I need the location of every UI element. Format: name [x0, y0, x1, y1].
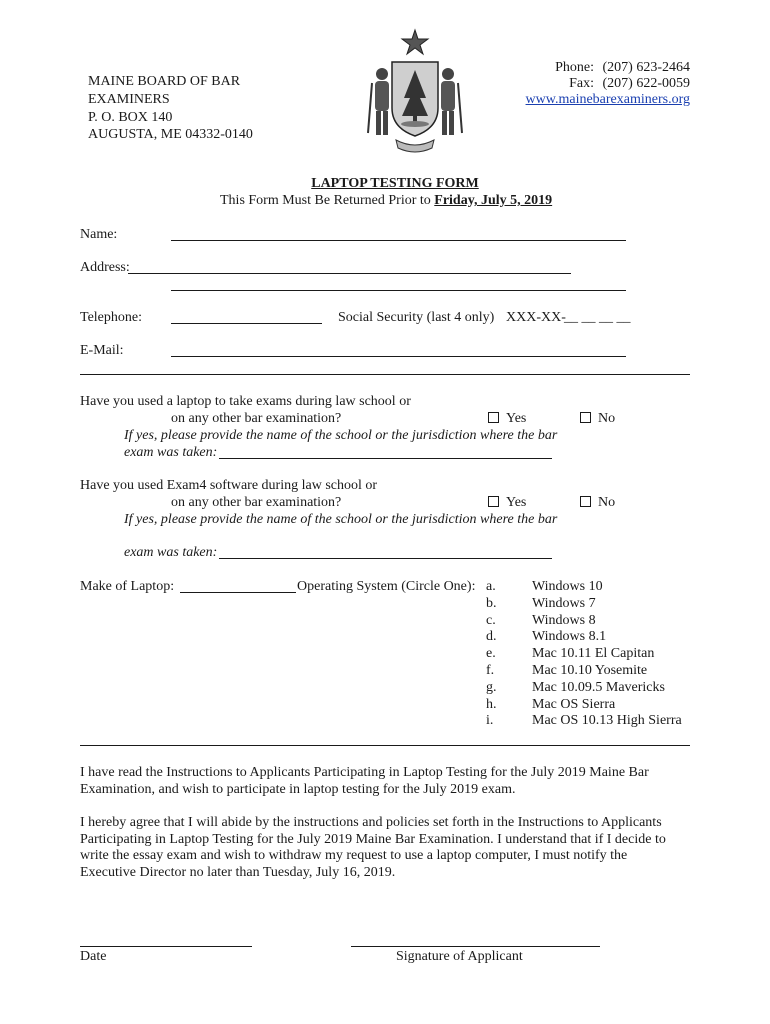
os-option-name[interactable]: Windows 8.1 — [532, 629, 607, 645]
os-option-letter[interactable]: a. — [486, 579, 496, 594]
section-divider-2 — [80, 745, 690, 746]
q1-yes-label: Yes — [506, 411, 527, 426]
os-option-letter[interactable]: f. — [486, 663, 495, 678]
ssn-last4-field[interactable]: __ __ __ __ — [564, 310, 631, 325]
q1-text-line-2: on any other bar examination? — [171, 411, 342, 426]
q2-no-option[interactable] — [580, 495, 615, 511]
statement-agreement: I hereby agree that I will abide by the instructions and policies set forth in the Instructions to Applicants Participating in Laptop Testing for the July 2019 Maine Bar Examination. I understand that if I decide to write the essay exam and wish to withdraw my request to use a laptop computer, I must notify the Executive Director no later than Tuesday, July 16, 2019. — [80, 815, 666, 880]
q1-text-line-1: Have you used a laptop to take exams during law school or — [80, 394, 411, 409]
os-option-letter[interactable]: c. — [486, 612, 496, 628]
website-link[interactable]: www.mainebarexaminers.org — [525, 92, 690, 107]
email-label: E-Mail: — [80, 343, 124, 358]
address-field-line-2[interactable] — [171, 290, 626, 291]
name-label: Name: — [80, 227, 118, 242]
telephone-field[interactable] — [171, 323, 322, 324]
q2-no-checkbox[interactable] — [580, 496, 591, 507]
section-divider-1 — [80, 374, 690, 375]
os-option-letter[interactable]: i. — [486, 713, 494, 729]
os-option-name[interactable]: Mac OS Sierra — [532, 696, 616, 712]
laptop-make-field[interactable] — [180, 592, 296, 593]
date-field[interactable] — [80, 946, 252, 947]
q1-no-checkbox[interactable] — [580, 412, 591, 423]
os-option-name[interactable]: Mac 10.10 Yosemite — [532, 663, 648, 678]
os-option-name[interactable]: Mac 10.11 El Capitan — [532, 646, 655, 662]
fax-number: (207) 622-0059 — [602, 76, 690, 91]
phone-number: (207) 623-2464 — [602, 60, 690, 75]
q1-followup-line-2: exam was taken: — [124, 445, 218, 460]
date-label: Date — [80, 949, 107, 964]
q1-no-label: No — [598, 411, 616, 426]
email-field[interactable] — [171, 356, 626, 357]
os-option-letter[interactable]: b. — [486, 595, 497, 611]
q2-followup-line-1: If yes, please provide the name of the school or the jurisdiction where the bar — [124, 512, 558, 527]
phone-label: Phone: — [555, 60, 594, 75]
q2-followup-line-2: exam was taken: — [124, 545, 218, 560]
signature-label: Signature of Applicant — [396, 949, 523, 964]
q1-yes-option[interactable] — [488, 411, 526, 427]
q2-text-line-2: on any other bar examination? — [171, 495, 342, 510]
name-field[interactable] — [171, 240, 626, 241]
os-option-letter[interactable]: g. — [486, 679, 497, 695]
q2-text-line-1: Have you used Exam4 software during law school or — [80, 478, 378, 493]
q1-no-option[interactable] — [580, 411, 615, 427]
form-subtitle — [220, 193, 552, 209]
statement-participation: I have read the Instructions to Applicants Participating in Laptop Testing for the July 2019 Maine Bar Examination, and wish to participate in laptop testing for the July 2019 exam. — [80, 765, 649, 797]
address-label: Address: — [80, 260, 130, 275]
org-name-line-2: EXAMINERS — [88, 92, 170, 107]
fax-label: Fax: — [569, 76, 594, 91]
org-city: AUGUSTA, ME 04332-0140 — [88, 127, 253, 142]
address-field-line-1[interactable] — [128, 273, 571, 274]
ssn-prefix: XXX-XX- — [506, 310, 566, 325]
q2-no-label: No — [598, 495, 616, 510]
os-option-letter[interactable]: e. — [486, 646, 496, 662]
os-option-name[interactable]: Windows 7 — [532, 595, 596, 611]
q2-yes-label: Yes — [506, 495, 527, 510]
subtitle-text: This Form Must Be Returned Prior to — [220, 193, 435, 208]
org-po-box: P. O. BOX 140 — [88, 110, 173, 125]
laptop-make-label: Make of Laptop: — [80, 579, 175, 594]
os-option-name[interactable]: Mac OS 10.13 High Sierra — [532, 713, 682, 729]
q1-followup-line-1: If yes, please provide the name of the school or the jurisdiction where the bar — [124, 428, 558, 443]
os-option-name[interactable]: Windows 8 — [532, 612, 596, 628]
deadline-date: Friday, July 5, 2019 — [434, 193, 553, 208]
form-title: LAPTOP TESTING FORM — [311, 176, 479, 191]
os-option-letter[interactable]: d. — [486, 629, 497, 645]
q1-school-field[interactable] — [219, 458, 552, 459]
state-seal-icon — [362, 28, 468, 156]
q2-yes-checkbox[interactable] — [488, 496, 499, 507]
q2-yes-option[interactable] — [488, 495, 526, 511]
signature-field[interactable] — [351, 946, 600, 947]
os-option-name[interactable]: Windows 10 — [532, 579, 603, 594]
q1-yes-checkbox[interactable] — [488, 412, 499, 423]
os-label: Operating System (Circle One): — [297, 579, 476, 594]
ssn-label: Social Security (last 4 only) — [338, 310, 495, 325]
telephone-label: Telephone: — [80, 310, 142, 325]
os-option-letter[interactable]: h. — [486, 696, 497, 712]
org-name-line-1: MAINE BOARD OF BAR — [88, 74, 241, 89]
os-option-name[interactable]: Mac 10.09.5 Mavericks — [532, 679, 665, 695]
q2-school-field[interactable] — [219, 558, 552, 559]
